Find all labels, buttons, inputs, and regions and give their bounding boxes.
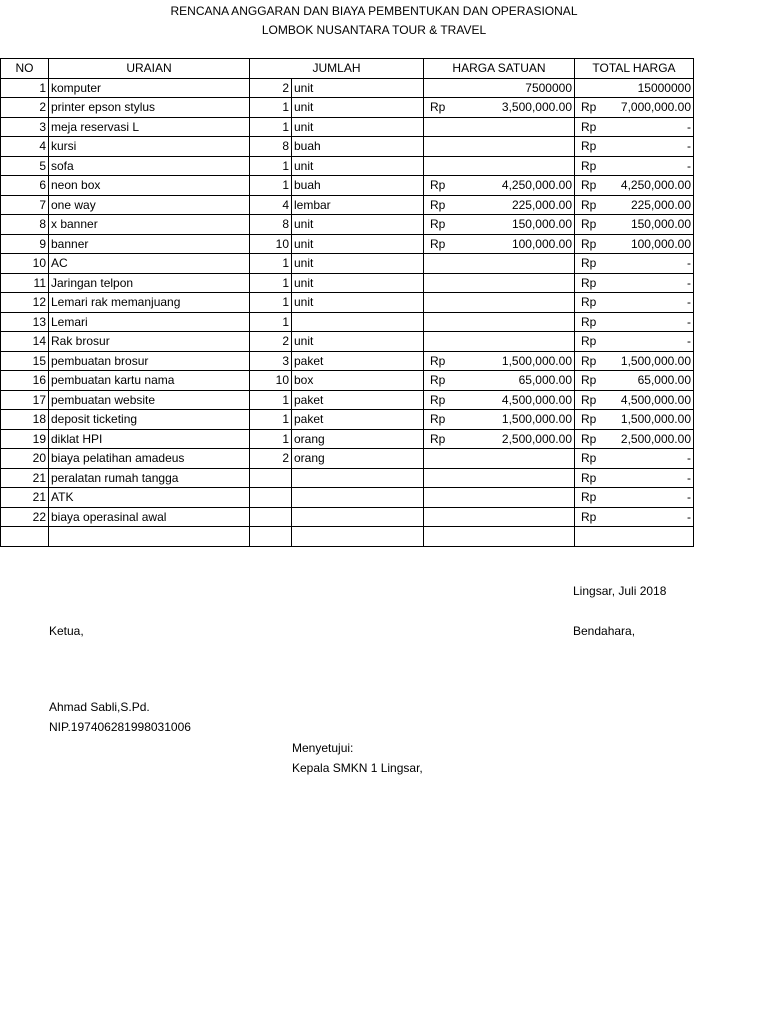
amount-value: - bbox=[687, 451, 691, 466]
amount-value: 225,000.00 bbox=[630, 197, 691, 212]
cell-total-harga bbox=[575, 429, 694, 449]
table-row bbox=[1, 410, 694, 430]
column-header-total-harga: TOTAL HARGA bbox=[575, 59, 694, 79]
amount-value: 7,000,000.00 bbox=[620, 100, 691, 115]
amount-value: - bbox=[687, 275, 691, 290]
cell-no: 21 bbox=[1, 488, 49, 508]
cell-no: 15 bbox=[1, 351, 49, 371]
amount-value: 4,250,000.00 bbox=[501, 178, 572, 193]
currency-label: Rp bbox=[581, 412, 597, 427]
currency-label: Rp bbox=[581, 470, 597, 485]
cell-unit: unit bbox=[292, 254, 424, 274]
cell-harga-satuan bbox=[424, 215, 575, 235]
amount-value: 150,000.00 bbox=[511, 217, 572, 232]
amount-value: 100,000.00 bbox=[630, 236, 691, 251]
currency-label: Rp bbox=[430, 178, 446, 193]
amount-value: 1,500,000.00 bbox=[501, 412, 572, 427]
cell-total-harga bbox=[575, 410, 694, 430]
cell-quantity: 1 bbox=[250, 176, 292, 196]
cell-uraian: peralatan rumah tangga bbox=[49, 468, 250, 488]
amount-value: 4,500,000.00 bbox=[620, 392, 691, 407]
cell-total-harga bbox=[575, 234, 694, 254]
cell-unit bbox=[292, 507, 424, 527]
cell-quantity: 1 bbox=[250, 117, 292, 137]
cell-quantity: 4 bbox=[250, 195, 292, 215]
currency-label: Rp bbox=[581, 139, 597, 154]
cell-no: 16 bbox=[1, 371, 49, 391]
cell-no: 8 bbox=[1, 215, 49, 235]
cell-no: 4 bbox=[1, 137, 49, 157]
currency-label: Rp bbox=[430, 412, 446, 427]
currency-label: Rp bbox=[581, 236, 597, 251]
cell-no: 11 bbox=[1, 273, 49, 293]
cell-no: 18 bbox=[1, 410, 49, 430]
table-row bbox=[1, 371, 694, 391]
cell-unit: lembar bbox=[292, 195, 424, 215]
cell-no: 17 bbox=[1, 390, 49, 410]
cell-no: 12 bbox=[1, 293, 49, 313]
cell-unit: unit bbox=[292, 156, 424, 176]
table-row bbox=[1, 468, 694, 488]
table-row bbox=[1, 234, 694, 254]
budget-table bbox=[0, 58, 694, 547]
currency-label: Rp bbox=[430, 373, 446, 388]
cell-quantity: 1 bbox=[250, 156, 292, 176]
amount-value: - bbox=[687, 256, 691, 271]
cell-no: 14 bbox=[1, 332, 49, 352]
cell-harga-satuan bbox=[424, 195, 575, 215]
currency-label: Rp bbox=[581, 509, 597, 524]
amount-value: 100,000.00 bbox=[511, 236, 572, 251]
amount-value: - bbox=[687, 139, 691, 154]
currency-label: Rp bbox=[581, 158, 597, 173]
cell-unit bbox=[292, 527, 424, 547]
amount-value: - bbox=[687, 158, 691, 173]
table-row bbox=[1, 117, 694, 137]
cell-harga-satuan bbox=[424, 176, 575, 196]
cell-total-harga bbox=[575, 468, 694, 488]
amount-value: - bbox=[687, 119, 691, 134]
cell-no: 20 bbox=[1, 449, 49, 469]
ketua-label: Ketua, bbox=[49, 624, 84, 638]
table-row bbox=[1, 449, 694, 469]
cell-harga-satuan bbox=[424, 293, 575, 313]
cell-harga-satuan bbox=[424, 117, 575, 137]
cell-unit bbox=[292, 312, 424, 332]
amount-value: - bbox=[687, 314, 691, 329]
amount-value: 150,000.00 bbox=[630, 217, 691, 232]
cell-uraian: diklat HPI bbox=[49, 429, 250, 449]
cell-unit: paket bbox=[292, 390, 424, 410]
currency-label: Rp bbox=[581, 217, 597, 232]
cell-no: 21 bbox=[1, 468, 49, 488]
cell-quantity: 2 bbox=[250, 78, 292, 98]
currency-label: Rp bbox=[430, 431, 446, 446]
currency-label: Rp bbox=[581, 295, 597, 310]
table-row bbox=[1, 215, 694, 235]
cell-uraian: Rak brosur bbox=[49, 332, 250, 352]
ketua-name: Ahmad Sabli,S.Pd. bbox=[49, 700, 150, 714]
cell-unit: unit bbox=[292, 215, 424, 235]
cell-harga-satuan bbox=[424, 390, 575, 410]
cell-harga-satuan bbox=[424, 449, 575, 469]
cell-unit: unit bbox=[292, 332, 424, 352]
cell-quantity bbox=[250, 507, 292, 527]
cell-uraian bbox=[49, 527, 250, 547]
currency-label: Rp bbox=[581, 490, 597, 505]
cell-no: 6 bbox=[1, 176, 49, 196]
cell-unit: unit bbox=[292, 273, 424, 293]
cell-total-harga bbox=[575, 215, 694, 235]
column-header-jumlah: JUMLAH bbox=[250, 59, 424, 79]
currency-label: Rp bbox=[581, 334, 597, 349]
cell-quantity: 1 bbox=[250, 410, 292, 430]
cell-uraian: AC bbox=[49, 254, 250, 274]
cell-harga-satuan bbox=[424, 371, 575, 391]
currency-label: Rp bbox=[581, 392, 597, 407]
cell-total-harga bbox=[575, 293, 694, 313]
cell-harga-satuan bbox=[424, 98, 575, 118]
cell-harga-satuan bbox=[424, 429, 575, 449]
cell-no: 19 bbox=[1, 429, 49, 449]
cell-quantity: 3 bbox=[250, 351, 292, 371]
table-row bbox=[1, 176, 694, 196]
cell-unit: unit bbox=[292, 234, 424, 254]
table-row bbox=[1, 156, 694, 176]
table-row bbox=[1, 351, 694, 371]
cell-harga-satuan bbox=[424, 312, 575, 332]
cell-uraian: Jaringan telpon bbox=[49, 273, 250, 293]
cell-quantity bbox=[250, 488, 292, 508]
column-header-no: NO bbox=[1, 59, 49, 79]
cell-uraian: Lemari bbox=[49, 312, 250, 332]
cell-unit: unit bbox=[292, 117, 424, 137]
cell-total-harga: 15000000 bbox=[575, 78, 694, 98]
cell-uraian: meja reservasi L bbox=[49, 117, 250, 137]
table-row bbox=[1, 273, 694, 293]
cell-harga-satuan bbox=[424, 156, 575, 176]
cell-harga-satuan: 7500000 bbox=[424, 78, 575, 98]
currency-label: Rp bbox=[581, 197, 597, 212]
cell-uraian: x banner bbox=[49, 215, 250, 235]
cell-quantity bbox=[250, 468, 292, 488]
table-row bbox=[1, 98, 694, 118]
cell-quantity: 1 bbox=[250, 429, 292, 449]
amount-value: 3,500,000.00 bbox=[501, 100, 572, 115]
document-title-line2: LOMBOK NUSANTARA TOUR & TRAVEL bbox=[261, 23, 487, 37]
cell-harga-satuan bbox=[424, 507, 575, 527]
cell-harga-satuan bbox=[424, 234, 575, 254]
cell-total-harga bbox=[575, 312, 694, 332]
cell-harga-satuan bbox=[424, 273, 575, 293]
table-row bbox=[1, 254, 694, 274]
cell-no: 7 bbox=[1, 195, 49, 215]
amount-value: - bbox=[687, 334, 691, 349]
cell-no: 9 bbox=[1, 234, 49, 254]
table-body bbox=[1, 78, 694, 546]
currency-label: Rp bbox=[430, 217, 446, 232]
document-title-line1: RENCANA ANGGARAN DAN BIAYA PEMBENTUKAN DAN OPERASIONAL bbox=[170, 4, 578, 18]
cell-no: 13 bbox=[1, 312, 49, 332]
cell-total-harga bbox=[575, 98, 694, 118]
currency-label: Rp bbox=[581, 256, 597, 271]
cell-unit: unit bbox=[292, 293, 424, 313]
currency-label: Rp bbox=[581, 178, 597, 193]
currency-label: Rp bbox=[581, 353, 597, 368]
cell-total-harga bbox=[575, 527, 694, 547]
cell-total-harga bbox=[575, 371, 694, 391]
table-row bbox=[1, 488, 694, 508]
amount-value: - bbox=[687, 470, 691, 485]
cell-unit: box bbox=[292, 371, 424, 391]
currency-label: Rp bbox=[581, 119, 597, 134]
cell-uraian: biaya operasinal awal bbox=[49, 507, 250, 527]
cell-no: 2 bbox=[1, 98, 49, 118]
cell-total-harga bbox=[575, 176, 694, 196]
cell-harga-satuan bbox=[424, 351, 575, 371]
amount-value: 65,000.00 bbox=[637, 373, 691, 388]
bendahara-label: Bendahara, bbox=[573, 624, 636, 638]
cell-quantity: 1 bbox=[250, 254, 292, 274]
cell-harga-satuan bbox=[424, 410, 575, 430]
ketua-nip: NIP.197406281998031006 bbox=[49, 720, 191, 734]
cell-quantity: 2 bbox=[250, 449, 292, 469]
cell-harga-satuan bbox=[424, 527, 575, 547]
cell-quantity bbox=[250, 527, 292, 547]
currency-label: Rp bbox=[581, 431, 597, 446]
table-header-row bbox=[1, 59, 694, 79]
currency-label: Rp bbox=[430, 353, 446, 368]
cell-no: 1 bbox=[1, 78, 49, 98]
cell-total-harga bbox=[575, 351, 694, 371]
amount-value: - bbox=[687, 295, 691, 310]
currency-label: Rp bbox=[430, 392, 446, 407]
cell-unit: buah bbox=[292, 176, 424, 196]
cell-harga-satuan bbox=[424, 468, 575, 488]
cell-total-harga bbox=[575, 449, 694, 469]
cell-uraian: one way bbox=[49, 195, 250, 215]
cell-quantity: 1 bbox=[250, 390, 292, 410]
cell-unit: unit bbox=[292, 78, 424, 98]
amount-value: 2,500,000.00 bbox=[620, 431, 691, 446]
table-row bbox=[1, 137, 694, 157]
table-row bbox=[1, 390, 694, 410]
approval-label: Menyetujui: bbox=[292, 741, 354, 755]
currency-label: Rp bbox=[581, 373, 597, 388]
cell-uraian: Lemari rak memanjuang bbox=[49, 293, 250, 313]
column-header-uraian: URAIAN bbox=[49, 59, 250, 79]
cell-uraian: biaya pelatihan amadeus bbox=[49, 449, 250, 469]
cell-uraian: pembuatan kartu nama bbox=[49, 371, 250, 391]
cell-unit: paket bbox=[292, 410, 424, 430]
cell-total-harga bbox=[575, 137, 694, 157]
table-row bbox=[1, 429, 694, 449]
table-row bbox=[1, 527, 694, 547]
cell-no bbox=[1, 527, 49, 547]
cell-total-harga bbox=[575, 254, 694, 274]
currency-label: Rp bbox=[581, 275, 597, 290]
cell-uraian: komputer bbox=[49, 78, 250, 98]
amount-value: 1,500,000.00 bbox=[620, 412, 691, 427]
cell-quantity: 8 bbox=[250, 137, 292, 157]
currency-label: Rp bbox=[581, 314, 597, 329]
cell-uraian: neon box bbox=[49, 176, 250, 196]
table-row bbox=[1, 507, 694, 527]
cell-quantity: 10 bbox=[250, 234, 292, 254]
cell-unit bbox=[292, 488, 424, 508]
cell-total-harga bbox=[575, 273, 694, 293]
cell-total-harga bbox=[575, 195, 694, 215]
place-date: Lingsar, Juli 2018 bbox=[573, 584, 667, 598]
cell-total-harga bbox=[575, 156, 694, 176]
cell-quantity: 10 bbox=[250, 371, 292, 391]
table-row bbox=[1, 293, 694, 313]
amount-value: 1,500,000.00 bbox=[501, 353, 572, 368]
currency-label: Rp bbox=[430, 197, 446, 212]
table-row bbox=[1, 78, 694, 98]
cell-total-harga bbox=[575, 390, 694, 410]
amount-value: - bbox=[687, 509, 691, 524]
cell-total-harga bbox=[575, 507, 694, 527]
cell-no: 10 bbox=[1, 254, 49, 274]
cell-quantity: 1 bbox=[250, 312, 292, 332]
amount-value: 4,250,000.00 bbox=[620, 178, 691, 193]
cell-unit bbox=[292, 468, 424, 488]
currency-label: Rp bbox=[430, 100, 446, 115]
currency-label: Rp bbox=[430, 236, 446, 251]
amount-value: 2,500,000.00 bbox=[501, 431, 572, 446]
cell-no: 5 bbox=[1, 156, 49, 176]
amount-value: 1,500,000.00 bbox=[620, 353, 691, 368]
cell-unit: orang bbox=[292, 429, 424, 449]
table-row bbox=[1, 332, 694, 352]
amount-value: 225,000.00 bbox=[511, 197, 572, 212]
cell-quantity: 2 bbox=[250, 332, 292, 352]
cell-quantity: 1 bbox=[250, 98, 292, 118]
cell-uraian: sofa bbox=[49, 156, 250, 176]
amount-value: 4,500,000.00 bbox=[501, 392, 572, 407]
cell-uraian: deposit ticketing bbox=[49, 410, 250, 430]
cell-quantity: 8 bbox=[250, 215, 292, 235]
cell-harga-satuan bbox=[424, 488, 575, 508]
cell-quantity: 1 bbox=[250, 293, 292, 313]
cell-uraian: ATK bbox=[49, 488, 250, 508]
currency-label: Rp bbox=[581, 100, 597, 115]
cell-total-harga bbox=[575, 488, 694, 508]
approval-title: Kepala SMKN 1 Lingsar, bbox=[292, 761, 423, 775]
cell-total-harga bbox=[575, 332, 694, 352]
cell-no: 22 bbox=[1, 507, 49, 527]
cell-uraian: kursi bbox=[49, 137, 250, 157]
amount-value: - bbox=[687, 490, 691, 505]
cell-unit: unit bbox=[292, 98, 424, 118]
table-row bbox=[1, 195, 694, 215]
cell-unit: paket bbox=[292, 351, 424, 371]
currency-label: Rp bbox=[581, 451, 597, 466]
cell-no: 3 bbox=[1, 117, 49, 137]
amount-value: 65,000.00 bbox=[518, 373, 572, 388]
cell-harga-satuan bbox=[424, 332, 575, 352]
cell-unit: orang bbox=[292, 449, 424, 469]
column-header-harga-satuan: HARGA SATUAN bbox=[424, 59, 575, 79]
cell-quantity: 1 bbox=[250, 273, 292, 293]
cell-uraian: printer epson stylus bbox=[49, 98, 250, 118]
cell-total-harga bbox=[575, 117, 694, 137]
table-row bbox=[1, 312, 694, 332]
cell-harga-satuan bbox=[424, 137, 575, 157]
cell-uraian: pembuatan brosur bbox=[49, 351, 250, 371]
cell-unit: buah bbox=[292, 137, 424, 157]
cell-uraian: banner bbox=[49, 234, 250, 254]
cell-uraian: pembuatan website bbox=[49, 390, 250, 410]
cell-harga-satuan bbox=[424, 254, 575, 274]
